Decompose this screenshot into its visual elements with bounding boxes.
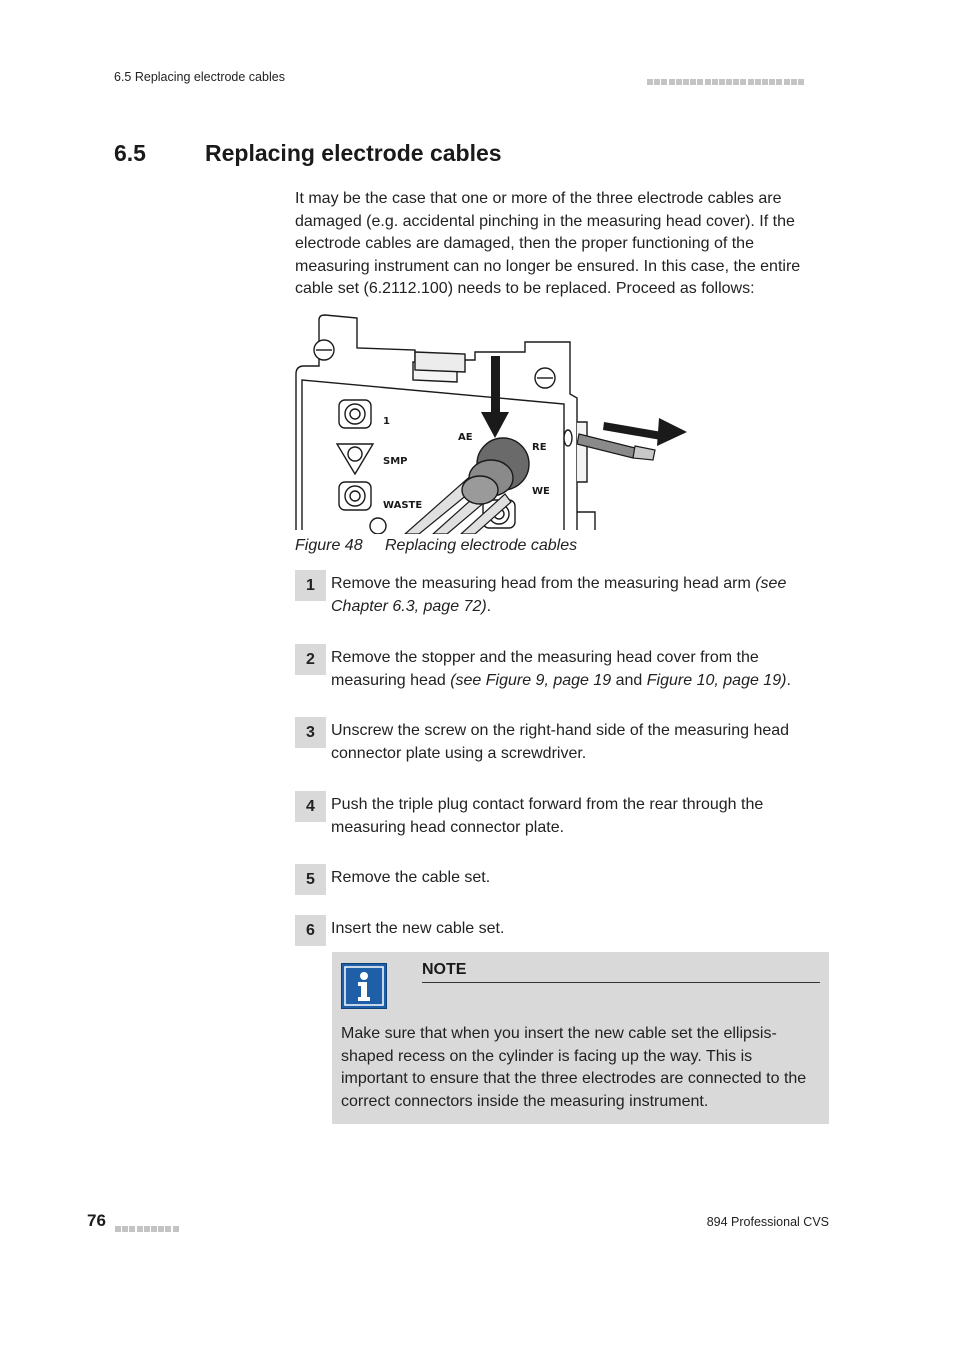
figure-caption — [295, 537, 577, 555]
running-header: 6.5 Replacing electrode cables — [114, 70, 285, 84]
product-name: 894 Professional CVS — [706, 1215, 829, 1229]
note-body: Make sure that when you insert the new cable set the ellipsis-shaped recess on the cylinder is facing up the way. This is important to ensure that the three electrodes are connected to the correct connectors inside the measuring instrument. — [341, 1025, 807, 1110]
step-text-tail: . — [786, 671, 791, 689]
header-decoration — [647, 72, 805, 90]
note-box — [332, 952, 829, 1124]
step-text — [331, 573, 831, 618]
section-heading — [114, 140, 502, 167]
label-ae: AE — [458, 432, 473, 443]
figure-label: Figure 48 — [295, 537, 363, 554]
label-waste: WASTE — [383, 500, 423, 511]
page-number: 76 — [87, 1211, 106, 1230]
section-number: 6.5 — [114, 140, 146, 166]
step-number: 2 — [295, 644, 326, 675]
figure-illustration — [295, 312, 695, 534]
note-title: NOTE — [422, 961, 820, 983]
step-text: Unscrew the screw on the right-hand side of the measuring head connector plate using a screwdriver. — [331, 722, 790, 762]
section-title: Replacing electrode cables — [205, 140, 502, 166]
step-text: Remove the cable set. — [331, 869, 491, 886]
label-we: WE — [532, 486, 550, 497]
figure-caption-text: Replacing electrode cables — [385, 537, 578, 554]
step-number: 1 — [295, 570, 326, 601]
step-number: 4 — [295, 791, 326, 822]
cross-reference-link[interactable]: Figure 10, page 19) — [646, 671, 787, 689]
step-text-mid: and — [611, 671, 647, 689]
label-1: 1 — [383, 416, 390, 427]
step-number: 3 — [295, 717, 326, 748]
step-text-tail: . — [486, 597, 492, 615]
step-text-main: Remove the measuring head from the measuring head arm — [331, 575, 756, 592]
step-text — [331, 647, 831, 692]
info-icon — [341, 963, 387, 1009]
intro-paragraph: It may be the case that one or more of the three electrode cables are damaged (e.g. accidental pinching in the measuring head cover). If the electrode cables are damaged, then the proper functioning of the measuring instrument can no longer be ensured. In this case, the entire cable set (6.2112.100) needs to be replaced. Proceed as follows: — [295, 190, 801, 298]
cross-reference-link[interactable]: (see Figure 9, page 19 — [450, 671, 612, 689]
cross-reference-link[interactable]: (see Chapter 6.3, page 72) — [331, 575, 787, 615]
connector-plate-drawing — [295, 312, 695, 534]
step-text-main: Remove the stopper and the measuring head cover from the measuring head — [331, 649, 759, 689]
step-number: 6 — [295, 915, 326, 946]
step-text: Push the triple plug contact forward from the rear through the measuring head connector plate. — [331, 796, 764, 836]
step-number: 5 — [295, 864, 326, 895]
label-re: RE — [532, 442, 547, 453]
footer-decoration — [115, 1219, 180, 1237]
label-smp: SMP — [383, 456, 408, 467]
step-text: Insert the new cable set. — [331, 920, 505, 937]
